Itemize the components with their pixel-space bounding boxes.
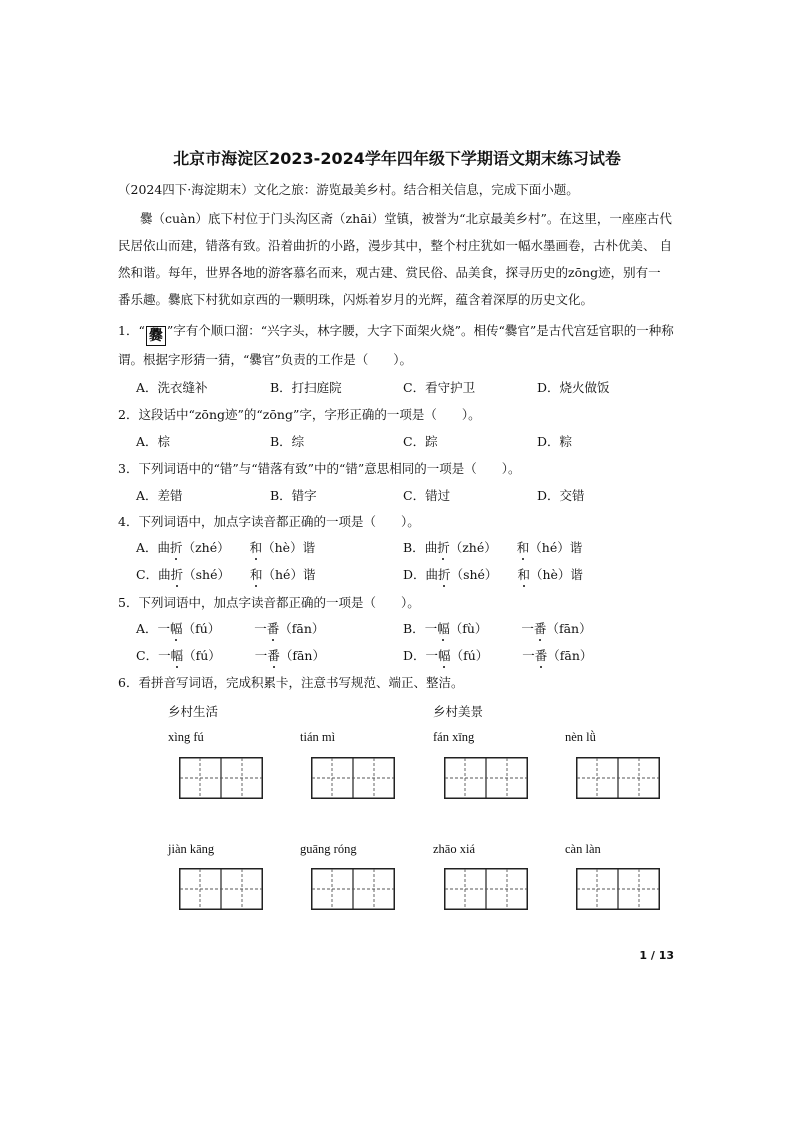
q5-option-a: A．一幅（fú） 一番（fān） — [136, 621, 325, 636]
question-3: 3．下列词语中的“错”与“错落有致”中的“错”意思相同的一项是（ ）。 — [118, 461, 521, 476]
q2-option-d: D．粽 — [537, 434, 573, 449]
question-4: 4．下列词语中，加点字读音都正确的一项是（ ）。 — [118, 514, 420, 529]
q4-option-c: C．曲折（shé） 和（hé）谐 — [136, 567, 316, 582]
q1-option-b: B．打扫庭院 — [270, 380, 342, 395]
writing-grid[interactable] — [444, 757, 528, 799]
q5-option-c: C．一幅（fú） 一番（fān） — [136, 648, 325, 663]
q4-option-b: B．曲折（zhé） 和（hé）谐 — [403, 540, 583, 555]
pinyin-label: guāng róng — [300, 842, 357, 856]
q2-option-a: A．棕 — [136, 434, 171, 449]
writing-grid[interactable] — [179, 757, 263, 799]
pinyin-label: fán xīng — [433, 730, 475, 744]
q1-option-a: A．洗衣缝补 — [136, 380, 208, 395]
passage-line: 爨（cuàn）底下村位于门头沟区斋（zhāi）堂镇，被誉为“北京最美乡村”。在这里，一座座古代 — [140, 211, 672, 226]
question-6: 6．看拼音写词语，完成积累卡，注意书写规范、端正、整洁。 — [118, 675, 464, 690]
writing-grid[interactable] — [576, 868, 660, 910]
q3-option-a: A．差错 — [136, 488, 183, 503]
q2-option-b: B．综 — [270, 434, 305, 449]
q5-option-d: D．一幅（fú） 一番（fān） — [403, 648, 593, 663]
writing-grid[interactable] — [311, 868, 395, 910]
q3-option-b: B．错字 — [270, 488, 317, 503]
question-2: 2．这段话中“zōng迹”的“zōng”字，字形正确的一项是（ ）。 — [118, 407, 481, 422]
q1-number: 1．“ — [118, 323, 145, 338]
pinyin-label: xìng fú — [168, 730, 204, 744]
q2-option-c: C．踪 — [403, 434, 438, 449]
q3-option-d: D．交错 — [537, 488, 585, 503]
writing-grid[interactable] — [576, 757, 660, 799]
pinyin-label: zhāo xiá — [433, 842, 475, 856]
writing-grid[interactable] — [444, 868, 528, 910]
passage-line: 民居依山而建，错落有致。沿着曲折的小路，漫步其中，整个村庄犹如一幅水墨画卷，古朴优美、 自 — [118, 238, 672, 253]
q5-option-b: B．一幅（fù） 一番（fān） — [403, 621, 592, 636]
intro-text: （2024四下·海淀期末）文化之旅：游览最美乡村。结合相关信息，完成下面小题。 — [118, 182, 579, 197]
writing-grid[interactable] — [311, 757, 395, 799]
question-5: 5．下列词语中，加点字读音都正确的一项是（ ）。 — [118, 595, 420, 610]
pinyin-label: nèn lǜ — [565, 730, 596, 744]
passage-line: 然和谐。每年，世界各地的游客慕名而来，观古建、赏民俗、品美食，探寻历史的zōng迹，别有一 — [118, 265, 661, 280]
q4-option-d: D．曲折（shé） 和（hè）谐 — [403, 567, 583, 582]
q1-option-c: C．看守护卫 — [403, 380, 476, 395]
writing-grid[interactable] — [179, 868, 263, 910]
q4-option-a: A．曲折（zhé） 和（hè）谐 — [136, 540, 316, 555]
page-title: 北京市海淀区2023-2024学年四年级下学期语文期末练习试卷 — [173, 149, 621, 168]
question-1-cont: 谓。根据字形猜一猜，“爨官”负责的工作是（ ）。 — [118, 352, 413, 367]
page-number: 1 / 13 — [639, 949, 674, 962]
section-rural-scenery: 乡村美景 — [433, 704, 484, 719]
q1-option-d: D．烧火做饭 — [537, 380, 610, 395]
pinyin-label: càn làn — [565, 842, 601, 856]
section-rural-life: 乡村生活 — [168, 704, 219, 719]
pinyin-label: tián mì — [300, 730, 336, 744]
question-1 — [118, 321, 674, 346]
q3-option-c: C．错过 — [403, 488, 451, 503]
passage-line: 番乐趣。爨底下村犹如京西的一颗明珠，闪烁着岁月的光辉，蕴含着深厚的历史文化。 — [118, 292, 594, 307]
cuan-glyph-box: 爨 — [146, 326, 166, 346]
pinyin-label: jiàn kāng — [168, 842, 215, 856]
q1-text: ”字有个顺口溜：“兴字头，林字腰，大字下面架火烧”。相传“爨官”是古代宫廷官职的一种称 — [166, 323, 674, 338]
